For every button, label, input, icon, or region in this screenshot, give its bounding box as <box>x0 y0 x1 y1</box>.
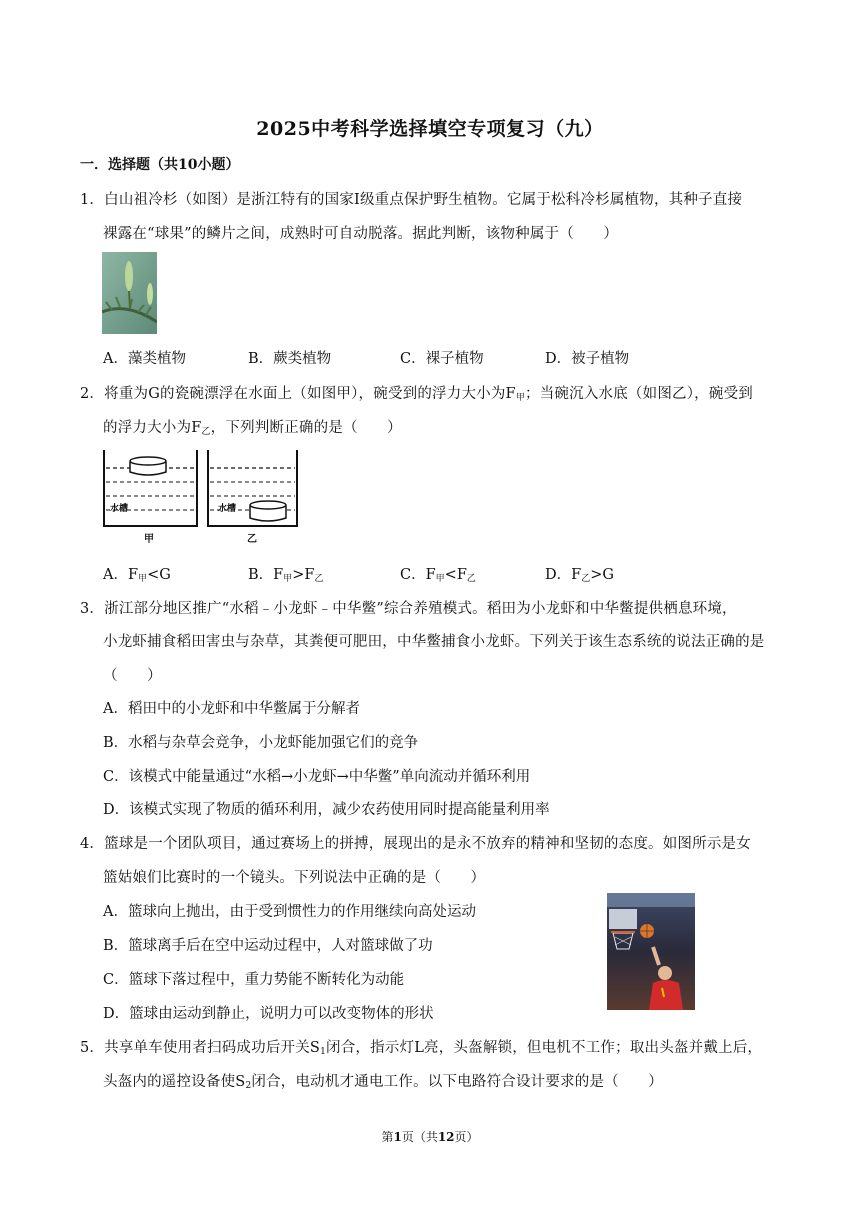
page-title: 2025中考科学选择填空专项复习（九） <box>256 118 604 140</box>
q2-sub-jia: 甲 <box>515 393 526 403</box>
q2-option-a <box>103 563 171 584</box>
q3-line3: （ ） <box>103 668 162 684</box>
q1-option-b: B．蕨类植物 <box>248 351 332 367</box>
q2a-prefix: A．F <box>103 567 139 583</box>
basketball-photo <box>607 893 695 1010</box>
section-heading: 一．选择题（共10小题） <box>80 157 240 173</box>
q1-option-d: D．被子植物 <box>545 351 630 367</box>
q4-line1: 4．篮球是一个团队项目，通过赛场上的拼搏，展现出的是永不放弃的精神和坚韧的态度。如图所示是女 <box>80 836 751 852</box>
q3-option-c: C．该模式中能量通过“水稻→小龙虾→中华鳖”单向流动并循环利用 <box>103 769 531 785</box>
q5-text-c: 头盔内的遥控设备使S <box>103 1074 246 1090</box>
q1-option-c: C．裸子植物 <box>400 351 484 367</box>
q2d-prefix: D．F <box>545 567 582 583</box>
q2-line2 <box>103 416 402 437</box>
q3-option-d: D．该模式实现了物质的循环利用，减少农药使用同时提高能量利用率 <box>103 802 550 818</box>
q2b-prefix: B．F <box>248 567 284 583</box>
footer-middle: 页（共 <box>401 1130 438 1144</box>
footer-page-number: 1 <box>393 1130 402 1144</box>
q1-option-a: A．藻类植物 <box>103 351 186 367</box>
q2b-sub1: 甲 <box>283 574 293 584</box>
right-tank-label: 水槽 <box>218 504 237 514</box>
q2c-sub1: 甲 <box>435 574 445 584</box>
q2-option-c <box>400 563 476 584</box>
right-figure-caption: 乙 <box>247 534 257 545</box>
q4-option-d: D．篮球由运动到静止，说明力可以改变物体的形状 <box>103 1006 434 1022</box>
q2d-sub: 乙 <box>581 574 591 584</box>
q2c-prefix: C．F <box>400 567 436 583</box>
page-footer <box>0 1128 860 1145</box>
footer-suffix: 页） <box>454 1130 479 1144</box>
fir-tree-photo <box>102 252 157 334</box>
q4-option-c: C．篮球下落过程中，重力势能不断转化为动能 <box>103 972 405 988</box>
q2-sub-yi: 乙 <box>201 427 211 437</box>
left-figure-caption: 甲 <box>144 534 154 545</box>
footer-prefix: 第 <box>381 1130 394 1144</box>
q4-option-a: A．篮球向上抛出，由于受到惯性力的作用继续向高处运动 <box>103 904 476 920</box>
q2a-sub: 甲 <box>138 574 148 584</box>
q2-option-b <box>248 563 323 584</box>
q4-option-b: B．篮球离手后在空中运动过程中，人对篮球做了功 <box>103 938 433 954</box>
q1-line2: 裸露在“球果”的鳞片之间，成熟时可自动脱落。据此判断，该物种属于（ ） <box>103 226 619 242</box>
q3-option-b: B．水稻与杂草会竞争，小龙虾能加强它们的竞争 <box>103 735 419 751</box>
q5-text-d: 闭合，电动机才通电工作。以下电路符合设计要求的是（ ） <box>251 1074 663 1090</box>
q2-text-c: 的浮力大小为F <box>103 420 202 436</box>
q2a-tail: <G <box>147 567 171 583</box>
q1-line1: 1．白山祖冷杉（如图）是浙江特有的国家Ⅰ级重点保护野生植物。它属于松科冷杉属植物，其种子直接 <box>80 192 743 208</box>
q2-text-b: ；当碗沉入水底（如图乙），碗受到 <box>525 386 753 402</box>
q2-option-d <box>545 563 614 584</box>
left-tank-label: 水槽 <box>110 504 129 514</box>
q2c-sub2: 乙 <box>466 574 476 584</box>
q5-line2 <box>103 1070 663 1091</box>
q3-line1: 3．浙江部分地区推广“水稻﹣小龙虾﹣中华鳖”综合养殖模式。稻田为小龙虾和中华鳖提供栖息环境， <box>80 601 737 617</box>
q2-text-a: 2．将重为G的瓷碗漂浮在水面上（如图甲），碗受到的浮力大小为F <box>80 386 516 402</box>
q5-sub-1: 1 <box>320 1047 326 1057</box>
footer-total-pages: 12 <box>437 1130 455 1144</box>
q4-line2: 篮姑娘们比赛时的一个镜头。下列说法中正确的是（ ） <box>103 870 486 886</box>
q2-line1 <box>80 382 753 403</box>
bowl-diagram <box>100 446 300 546</box>
q2c-mid: <F <box>444 567 467 583</box>
q5-text-b: 闭合，指示灯L亮，头盔解锁，但电机不工作；取出头盔并戴上后， <box>326 1040 763 1056</box>
q3-option-a: A．稻田中的小龙虾和中华鳖属于分解者 <box>103 701 360 717</box>
q2b-sub2: 乙 <box>314 574 324 584</box>
q5-sub-2: 2 <box>245 1081 252 1091</box>
q2-text-d: ，下列判断正确的是（ ） <box>210 420 402 436</box>
q3-line2: 小龙虾捕食稻田害虫与杂草，其粪便可肥田，中华鳖捕食小龙虾。下列关于该生态系统的说法正确的是 <box>103 634 765 650</box>
q2d-tail: >G <box>590 567 614 583</box>
q5-text-a: 5．共享单车使用者扫码成功后开关S <box>80 1040 321 1056</box>
q2b-mid: >F <box>292 567 315 583</box>
q5-line1 <box>80 1036 762 1057</box>
